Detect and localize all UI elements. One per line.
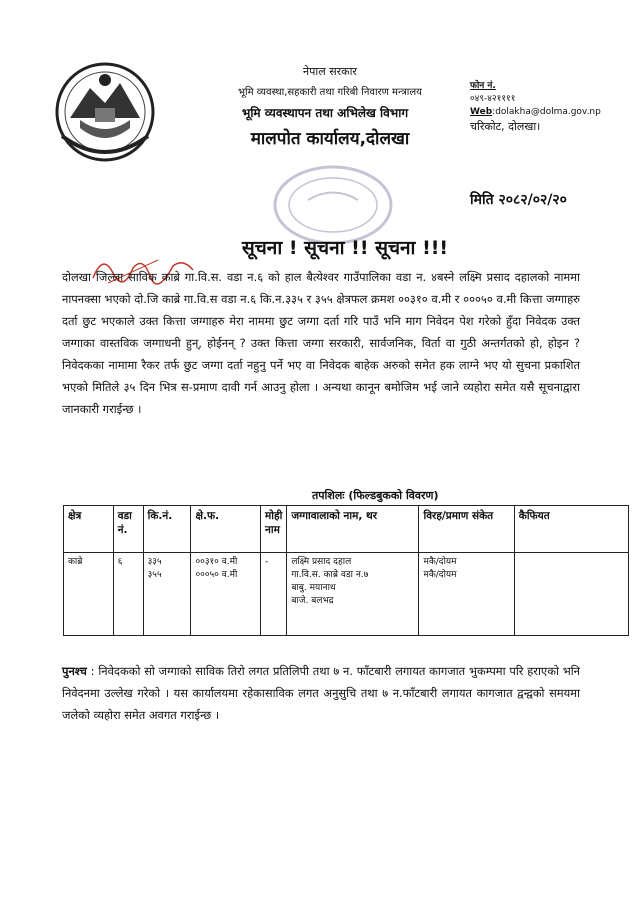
col-kitta: कि.नं.: [143, 506, 191, 553]
details-label: तपशिलः (फिल्डबुकको विवरण): [312, 489, 439, 502]
kitta-1: ३३५: [147, 557, 162, 567]
notice-body: दोलखा जिल्ला साविक काब्रे गा.वि.स. वडा न.६ को हाल बैत्येश्वर गाउँपालिका वडा न. ४बस्ने लक्ष्मि प्रसाद दहालको नाममा नापनक्सा भएको दो.जि काब्रे गा.वि.स वडा न.६ कि.न.३३५ र ३५५ क्षेत्रफल क्रमश ००३१० व.मी र ०००५० व.मी कित्ता जग्गाहरु दर्ता छुट भएकाले उक्त कित्ता जग्गाहरु मेरा नाममा छुट जग्गा दर्ता गरि पाउँ भनि माग निवेदन पेश गरेको हुँदा निवेदक उक्त जग्गाका वास्तविक जग्गाधनी हुन्, होईनन् ? उक्त कित्ता जग्गा सरकारी, सार्वजनिक, विर्ता वा गुठी अन्तर्गतको हो, होइन ? निवेदकका नामामा रैकर तर्फ छुट जग्गा दर्ता नहुनु पर्ने भए वा निवेदक बाहेक अरुको समेत हक लाग्ने भए यो सुचना प्रकाशित भएको मितिले ३५ दिन भित्र स-प्रमाण दावी गर्न आउनु होला । अन्यथा कानून बमोजिम भई जाने व्यहोरा समेत यसै सूचनाद्वारा जानकारी गराईन्छ ।: [62, 270, 580, 416]
col-ward: वडा नं.: [113, 506, 143, 553]
web-address: :dolakha@dolma.gov.np: [492, 107, 601, 117]
field-book-table: [63, 505, 629, 636]
header-line-office: मालपोत कार्यालय,दोलखा: [250, 129, 410, 149]
cell-ward: ६: [113, 553, 143, 636]
owner-father: बाबु. मयानाथ: [291, 583, 336, 593]
owner-name: लक्ष्मि प्रसाद दहाल: [291, 557, 352, 567]
cell-size: [191, 553, 261, 636]
office-location: चरिकोट, दोलखा।: [470, 120, 541, 133]
phone-label: फोन नं.: [470, 81, 496, 91]
col-size: क्षे.फ.: [191, 506, 261, 553]
cell-proof: [419, 553, 514, 636]
col-proof: विरह/प्रमाण संकेत: [419, 506, 514, 553]
postscript-label: पुनश्च: [62, 664, 87, 678]
size-1: ००३१० व.मी: [195, 557, 238, 567]
owner-address: गा.वि.स. काब्रे वडा न.७: [291, 570, 369, 580]
cell-owner: [287, 553, 419, 636]
cell-remarks: [514, 553, 628, 636]
web-label: Web: [470, 107, 493, 117]
nepal-government-emblem: [50, 58, 160, 166]
notice-date: मिति २०८२/०२/२०: [470, 192, 567, 208]
postscript: [62, 660, 580, 726]
col-area: क्षेत्र: [64, 506, 114, 553]
col-owner: जग्गावालाको नाम, थर: [287, 506, 419, 553]
web-line: [470, 106, 630, 119]
owner-grandfather: बाजे. बलभद्र: [291, 596, 334, 606]
cell-tenant: -: [261, 553, 287, 636]
header-line-ministry: भूमि व्यवस्था,सहकारी तथा गरिबी निवारण मन्त्रालय: [238, 87, 422, 98]
kitta-2: ३५५: [147, 570, 162, 580]
phone-number: ०४९-४२११११: [470, 94, 516, 104]
proof-1: मकै/दोयम: [423, 557, 457, 567]
notice-title: सूचना ! सूचना !! सूचना !!!: [241, 237, 449, 259]
postscript-text: : निवेदकको सो जग्गाको साविक तिरो लगत प्रतिलिपी तथा ७ न. फाँटबारी लगायत कागजात भुकम्पमा परि हराएको भनि निवेदनमा उल्लेख गरेको । यस कार्यालयमा रहेकासाविक लगत अनुसुचि तथा ७ न.फाँटबारी लगायत कागजात द्वन्द्वको समयमा जलेको व्यहोरा समेत अवगत गराईन्छ ।: [62, 664, 580, 722]
header-line-department: भूमि व्यवस्थापन तथा अभिलेख विभाग: [241, 106, 409, 120]
table-row: [64, 553, 629, 636]
table-header-row: [64, 506, 629, 553]
col-tenant: मोही नाम: [261, 506, 287, 553]
header-line-government: नेपाल सरकार: [303, 65, 357, 78]
size-2: ०००५० व.मी: [195, 570, 238, 580]
contact-block: [470, 80, 630, 133]
proof-2: मकै/दोयम: [423, 570, 457, 580]
col-remarks: कैफियत: [514, 506, 628, 553]
cell-area: काब्रे: [64, 553, 114, 636]
cell-kitta: [143, 553, 191, 636]
